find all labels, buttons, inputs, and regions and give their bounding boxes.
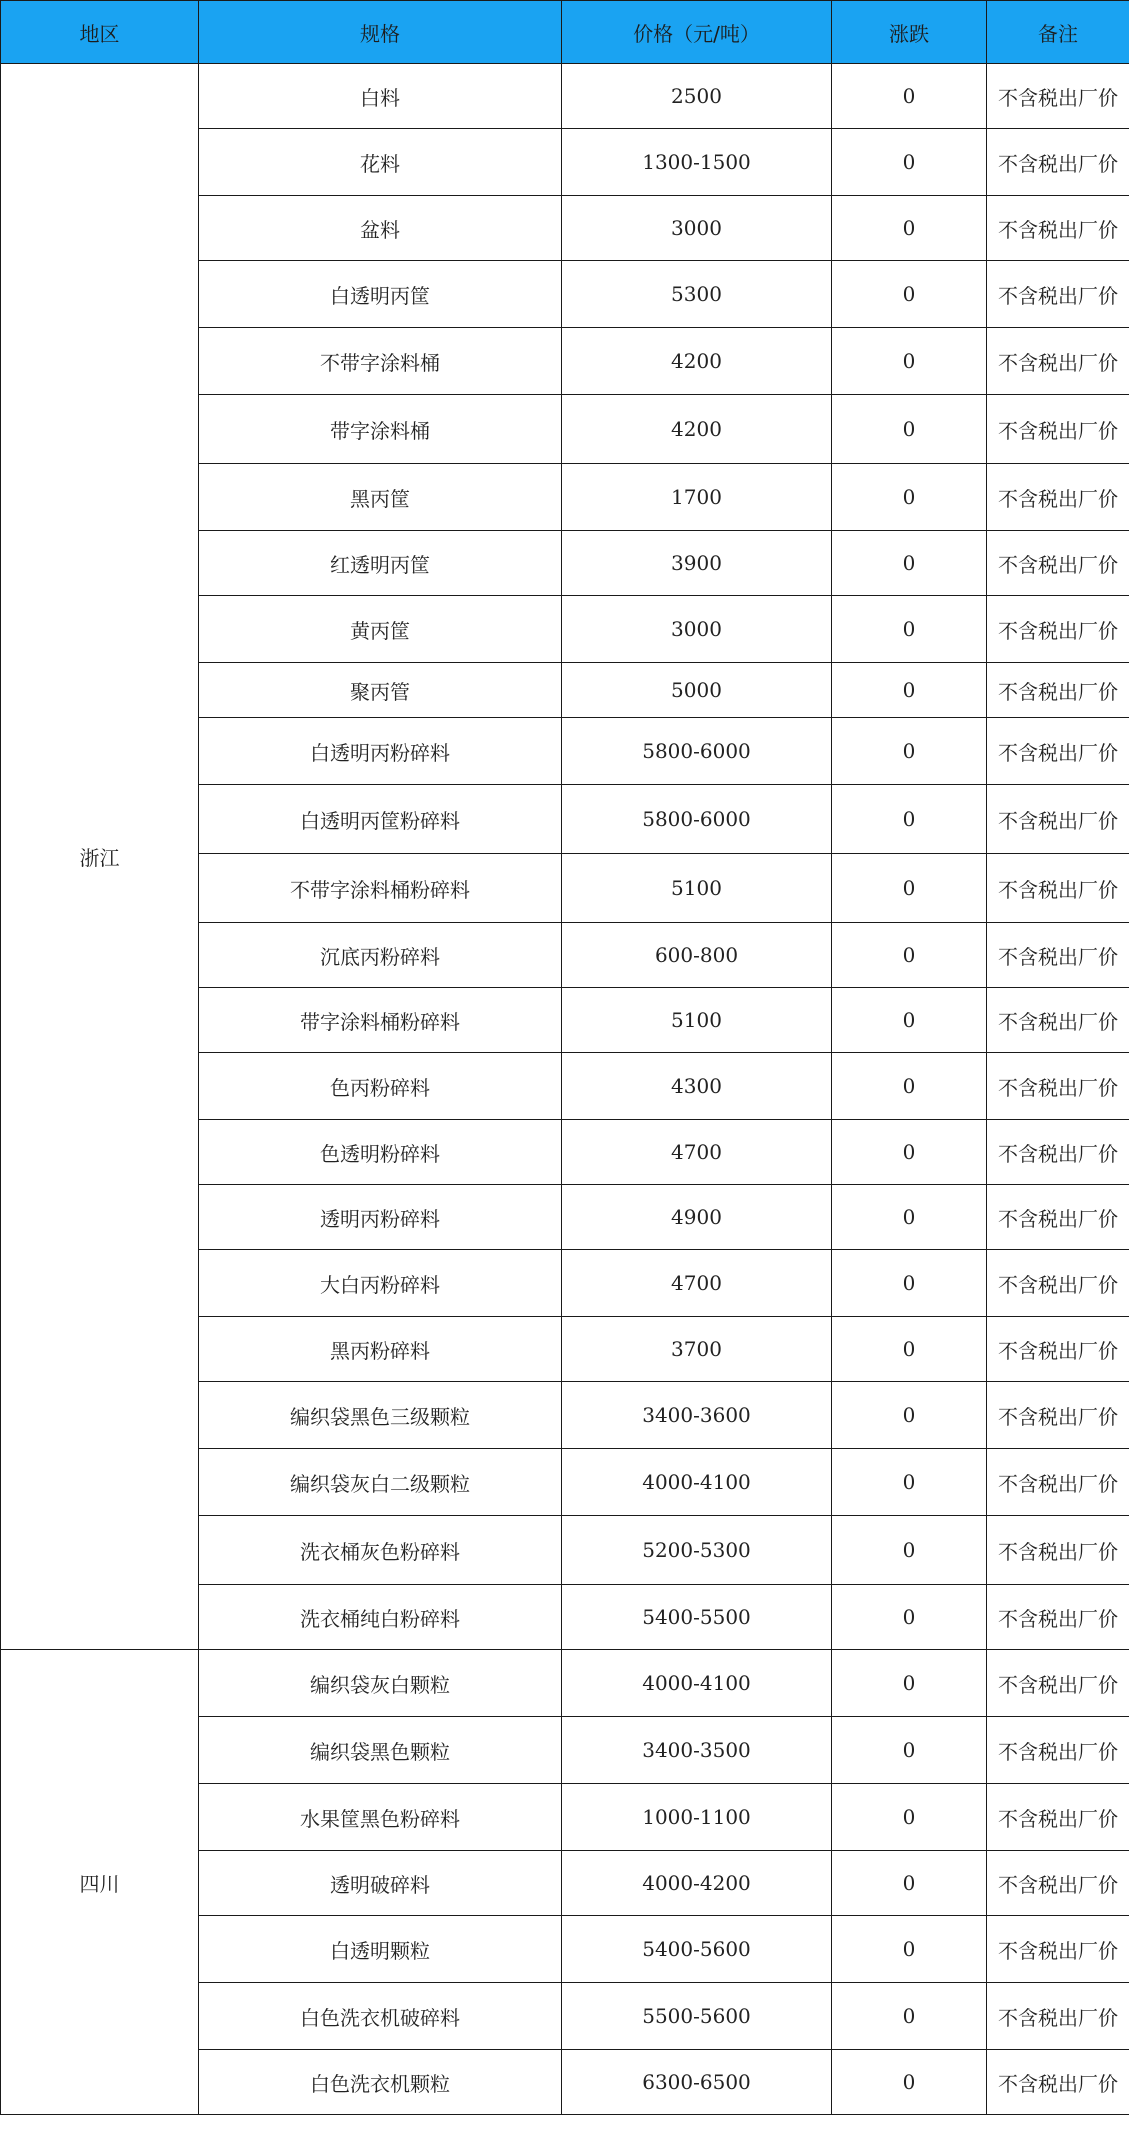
spec-cell: 大白丙粉碎料: [199, 1250, 562, 1317]
note-cell: 不含税出厂价: [987, 1717, 1129, 1784]
table-header: [1, 1, 1129, 64]
header-spec: 规格: [199, 1, 562, 64]
note-cell: 不含税出厂价: [987, 1250, 1129, 1317]
price-cell: 4000-4100: [562, 1650, 832, 1717]
header-change: 涨跌: [832, 1, 987, 64]
header-note: 备注: [987, 1, 1129, 64]
price-cell: 6300-6500: [562, 2050, 832, 2115]
spec-cell: 黑丙筐: [199, 464, 562, 531]
spec-cell: 红透明丙筐: [199, 531, 562, 596]
change-cell: 0: [832, 1120, 987, 1185]
change-cell: 0: [832, 1650, 987, 1717]
note-cell: 不含税出厂价: [987, 923, 1129, 988]
spec-cell: 沉底丙粉碎料: [199, 923, 562, 988]
change-cell: 0: [832, 2050, 987, 2115]
note-cell: 不含税出厂价: [987, 1650, 1129, 1717]
note-cell: 不含税出厂价: [987, 129, 1129, 196]
table-row: [1, 1650, 1129, 1717]
spec-cell: 透明丙粉碎料: [199, 1185, 562, 1250]
spec-cell: 不带字涂料桶: [199, 328, 562, 395]
spec-cell: 黑丙粉碎料: [199, 1317, 562, 1382]
spec-cell: 色丙粉碎料: [199, 1053, 562, 1120]
price-cell: 4200: [562, 328, 832, 395]
note-cell: 不含税出厂价: [987, 1053, 1129, 1120]
note-cell: 不含税出厂价: [987, 596, 1129, 663]
note-cell: 不含税出厂价: [987, 64, 1129, 129]
change-cell: 0: [832, 988, 987, 1053]
spec-cell: 带字涂料桶粉碎料: [199, 988, 562, 1053]
note-cell: 不含税出厂价: [987, 988, 1129, 1053]
price-cell: 5800-6000: [562, 785, 832, 854]
spec-cell: 带字涂料桶: [199, 395, 562, 464]
change-cell: 0: [832, 1382, 987, 1449]
change-cell: 0: [832, 1851, 987, 1916]
spec-cell: 不带字涂料桶粉碎料: [199, 854, 562, 923]
price-cell: 4700: [562, 1250, 832, 1317]
spec-cell: 白透明颗粒: [199, 1916, 562, 1983]
price-cell: 3000: [562, 196, 832, 261]
change-cell: 0: [832, 785, 987, 854]
note-cell: 不含税出厂价: [987, 718, 1129, 785]
note-cell: 不含税出厂价: [987, 261, 1129, 328]
spec-cell: 色透明粉碎料: [199, 1120, 562, 1185]
price-cell: 4700: [562, 1120, 832, 1185]
price-cell: 3700: [562, 1317, 832, 1382]
note-cell: 不含税出厂价: [987, 1784, 1129, 1851]
header-region: 地区: [1, 1, 199, 64]
change-cell: 0: [832, 261, 987, 328]
note-cell: 不含税出厂价: [987, 1185, 1129, 1250]
price-cell: 4000-4200: [562, 1851, 832, 1916]
note-cell: 不含税出厂价: [987, 531, 1129, 596]
price-cell: 600-800: [562, 923, 832, 988]
note-cell: 不含税出厂价: [987, 854, 1129, 923]
table-row: [1, 64, 1129, 129]
change-cell: 0: [832, 1784, 987, 1851]
spec-cell: 编织袋黑色颗粒: [199, 1717, 562, 1784]
change-cell: 0: [832, 854, 987, 923]
header-price: 价格（元/吨）: [562, 1, 832, 64]
spec-cell: 聚丙管: [199, 663, 562, 718]
spec-cell: 盆料: [199, 196, 562, 261]
note-cell: 不含税出厂价: [987, 1120, 1129, 1185]
spec-cell: 编织袋灰白二级颗粒: [199, 1449, 562, 1516]
price-cell: 5300: [562, 261, 832, 328]
change-cell: 0: [832, 718, 987, 785]
price-cell: 5000: [562, 663, 832, 718]
spec-cell: 白透明丙筐: [199, 261, 562, 328]
price-cell: 5100: [562, 854, 832, 923]
note-cell: 不含税出厂价: [987, 1851, 1129, 1916]
price-cell: 2500: [562, 64, 832, 129]
note-cell: 不含税出厂价: [987, 1983, 1129, 2050]
note-cell: 不含税出厂价: [987, 1916, 1129, 1983]
spec-cell: 白料: [199, 64, 562, 129]
price-cell: 5800-6000: [562, 718, 832, 785]
change-cell: 0: [832, 464, 987, 531]
change-cell: 0: [832, 1449, 987, 1516]
change-cell: 0: [832, 1250, 987, 1317]
note-cell: 不含税出厂价: [987, 1317, 1129, 1382]
spec-cell: 白透明丙筐粉碎料: [199, 785, 562, 854]
price-cell: 4900: [562, 1185, 832, 1250]
change-cell: 0: [832, 663, 987, 718]
change-cell: 0: [832, 328, 987, 395]
spec-cell: 洗衣桶灰色粉碎料: [199, 1516, 562, 1585]
note-cell: 不含税出厂价: [987, 663, 1129, 718]
region-cell: 浙江: [1, 64, 199, 1650]
price-cell: 5500-5600: [562, 1983, 832, 2050]
price-cell: 1000-1100: [562, 1784, 832, 1851]
spec-cell: 透明破碎料: [199, 1851, 562, 1916]
price-cell: 3400-3500: [562, 1717, 832, 1784]
change-cell: 0: [832, 129, 987, 196]
note-cell: 不含税出厂价: [987, 196, 1129, 261]
change-cell: 0: [832, 1916, 987, 1983]
spec-cell: 白色洗衣机颗粒: [199, 2050, 562, 2115]
note-cell: 不含税出厂价: [987, 464, 1129, 531]
header-row: [1, 1, 1129, 64]
note-cell: 不含税出厂价: [987, 395, 1129, 464]
price-cell: 5200-5300: [562, 1516, 832, 1585]
spec-cell: 花料: [199, 129, 562, 196]
change-cell: 0: [832, 923, 987, 988]
spec-cell: 洗衣桶纯白粉碎料: [199, 1585, 562, 1650]
note-cell: 不含税出厂价: [987, 1382, 1129, 1449]
price-cell: 5400-5500: [562, 1585, 832, 1650]
change-cell: 0: [832, 1053, 987, 1120]
change-cell: 0: [832, 1317, 987, 1382]
spec-cell: 编织袋灰白颗粒: [199, 1650, 562, 1717]
price-cell: 4300: [562, 1053, 832, 1120]
change-cell: 0: [832, 395, 987, 464]
table-body: [1, 64, 1129, 2115]
spec-cell: 黄丙筐: [199, 596, 562, 663]
price-cell: 4000-4100: [562, 1449, 832, 1516]
change-cell: 0: [832, 596, 987, 663]
change-cell: 0: [832, 1717, 987, 1784]
note-cell: 不含税出厂价: [987, 785, 1129, 854]
change-cell: 0: [832, 196, 987, 261]
change-cell: 0: [832, 531, 987, 596]
price-cell: 5400-5600: [562, 1916, 832, 1983]
note-cell: 不含税出厂价: [987, 1585, 1129, 1650]
price-cell: 3000: [562, 596, 832, 663]
note-cell: 不含税出厂价: [987, 328, 1129, 395]
price-cell: 1300-1500: [562, 129, 832, 196]
note-cell: 不含税出厂价: [987, 1516, 1129, 1585]
price-cell: 3900: [562, 531, 832, 596]
note-cell: 不含税出厂价: [987, 1449, 1129, 1516]
region-cell: 四川: [1, 1650, 199, 2115]
spec-cell: 水果筐黑色粉碎料: [199, 1784, 562, 1851]
change-cell: 0: [832, 1983, 987, 2050]
note-cell: 不含税出厂价: [987, 2050, 1129, 2115]
spec-cell: 白透明丙粉碎料: [199, 718, 562, 785]
price-cell: 4200: [562, 395, 832, 464]
spec-cell: 白色洗衣机破碎料: [199, 1983, 562, 2050]
price-cell: 5100: [562, 988, 832, 1053]
price-cell: 1700: [562, 464, 832, 531]
change-cell: 0: [832, 1516, 987, 1585]
change-cell: 0: [832, 64, 987, 129]
price-cell: 3400-3600: [562, 1382, 832, 1449]
spec-cell: 编织袋黑色三级颗粒: [199, 1382, 562, 1449]
change-cell: 0: [832, 1185, 987, 1250]
change-cell: 0: [832, 1585, 987, 1650]
